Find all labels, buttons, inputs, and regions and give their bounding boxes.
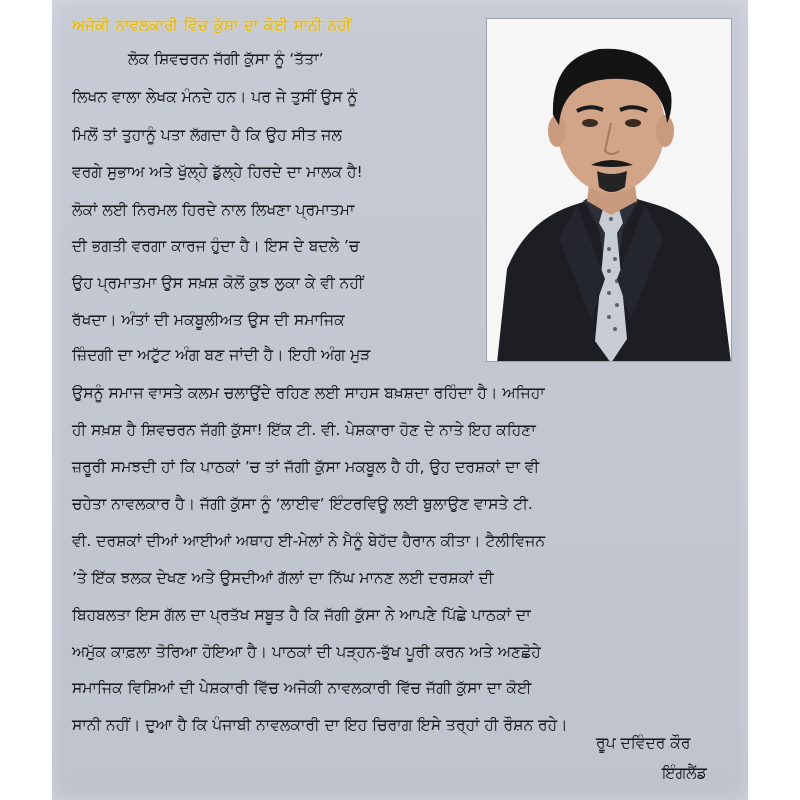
article-line: ’ਤੇ ਇੱਕ ਝਲਕ ਦੇਖਣ ਅਤੇ ਉਸਦੀਆਂ ਗੱਲਾਂ ਦਾ ਨਿੱਘ ਮਾਨਣ ਲਈ ਦਰਸ਼ਕਾਂ ਦੀ [72, 569, 494, 587]
article-line: ਮਿਲੋਂ ਤਾਂ ਤੁਹਾਨੂੰ ਪਤਾ ਲੱਗਦਾ ਹੈ ਕਿ ਉਹ ਸੀਤ ਜਲ [72, 126, 342, 144]
article-line: ਅਮੁੱਕ ਕਾਫ਼ਲਾ ਤੋਰਿਆ ਹੋਇਆ ਹੈ। ਪਾਠਕਾਂ ਦੀ ਪੜ੍ਹਨ-ਭੁੱਖ ਪੂਰੀ ਕਰਨ ਅਤੇ ਅਣਛੋਹੇ [72, 643, 541, 661]
author-portrait-image [487, 19, 732, 362]
signature-place: ਇੰਗਲੈਂਡ [662, 764, 707, 782]
author-photo [486, 18, 732, 362]
article-line: ਦੀ ਭਗਤੀ ਵਰਗਾ ਕਾਰਜ ਹੁੰਦਾ ਹੈ। ਇਸ ਦੇ ਬਦਲੇ ’ਚ [72, 237, 360, 255]
article-title: ਅਜੋਕੀ ਨਾਵਲਕਾਰੀ ਵਿੱਚ ਕੁੱਸਾ ਦਾ ਕੋਈ ਸਾਨੀ ਨਹੀਂ [72, 16, 352, 34]
article-line: ਵਰਗੇ ਸੁਭਾਅ ਅਤੇ ਖੁੱਲ੍ਹੇ ਡੁੱਲ੍ਹੇ ਹਿਰਦੇ ਦਾ ਮਾਲਕ ਹੈ! [72, 163, 363, 181]
article-line: ਸਾਨੀ ਨਹੀਂ। ਦੁਆ ਹੈ ਕਿ ਪੰਜਾਬੀ ਨਾਵਲਕਾਰੀ ਦਾ ਇਹ ਚਿਰਾਗ ਇਸੇ ਤਰ੍ਹਾਂ ਹੀ ਰੌਸ਼ਨ ਰਹੇ। [72, 716, 568, 734]
article-line: ਜ਼ਿੰਦਗੀ ਦਾ ਅਟੁੱਟ ਅੰਗ ਬਣ ਜਾਂਦੀ ਹੈ। ਇਹੀ ਅੰਗ ਮੁੜ [72, 346, 371, 364]
article-line: ਹੀ ਸਖ਼ਸ਼ ਹੈ ਸ਼ਿਵਚਰਨ ਜੱਗੀ ਕੁੱਸਾ! ਇੱਕ ਟੀ. ਵੀ. ਪੇਸ਼ਕਾਰਾ ਹੋਣ ਦੇ ਨਾਤੇ ਇਹ ਕਹਿਣਾ [72, 421, 536, 439]
article-line: ਉਹ ਪ੍ਰਮਾਤਮਾ ਉਸ ਸਖ਼ਸ਼ ਕੋਲੋਂ ਕੁਝ ਲੁਕਾ ਕੇ ਵੀ ਨਹੀਂ [72, 274, 364, 292]
article-line: ਲਿਖਨ ਵਾਲਾ ਲੇਖਕ ਮੰਨਦੇ ਹਨ। ਪਰ ਜੇ ਤੁਸੀਂ ਉਸ ਨੂੰ [72, 88, 358, 106]
article-line: ਵੀ. ਦਰਸ਼ਕਾਂ ਦੀਆਂ ਆਈਆਂ ਅਥਾਹ ਈ-ਮੇਲਾਂ ਨੇ ਮੈਨੂੰ ਬੇਹੱਦ ਹੈਰਾਨ ਕੀਤਾ। ਟੈਲੀਵਿਜਨ [72, 532, 546, 550]
article-line: ਲੋਕ ਸ਼ਿਵਚਰਨ ਜੱਗੀ ਕੁੱਸਾ ਨੂੰ ‘ਤੱਤਾ’ [128, 50, 324, 68]
signature-name: ਰੂਪ ਦਵਿੰਦਰ ਕੌਰ [596, 734, 691, 752]
article-line: ਲੋਕਾਂ ਲਈ ਨਿਰਮਲ ਹਿਰਦੇ ਨਾਲ ਲਿਖਣਾ ਪ੍ਰਮਾਤਮਾ [72, 201, 355, 219]
article-line: ਰੱਖਦਾ। ਅੰਤਾਂ ਦੀ ਮਕਬੂਲੀਅਤ ਉਸ ਦੀ ਸਮਾਜਿਕ [72, 311, 345, 329]
article-line: ਜ਼ਰੂਰੀ ਸਮਝਦੀ ਹਾਂ ਕਿ ਪਾਠਕਾਂ ’ਚ ਤਾਂ ਜੱਗੀ ਕੁੱਸਾ ਮਕਬੂਲ ਹੈ ਹੀ, ਉਹ ਦਰਸ਼ਕਾਂ ਦਾ ਵੀ [72, 458, 540, 476]
article-line: ਉਸਨੂੰ ਸਮਾਜ ਵਾਸਤੇ ਕਲਮ ਚਲਾਉਂਦੇ ਰਹਿਣ ਲਈ ਸਾਹਸ ਬਖ਼ਸ਼ਦਾ ਰਹਿੰਦਾ ਹੈ। ਅਜਿਹਾ [72, 384, 545, 402]
article-line: ਸਮਾਜਿਕ ਵਿਸ਼ਿਆਂ ਦੀ ਪੇਸ਼ਕਾਰੀ ਵਿੱਚ ਅਜੋਕੀ ਨਾਵਲਕਾਰੀ ਵਿੱਚ ਜੱਗੀ ਕੁੱਸਾ ਦਾ ਕੋਈ [72, 679, 532, 697]
article-line: ਚਹੇਤਾ ਨਾਵਲਕਾਰ ਹੈ। ਜੱਗੀ ਕੁੱਸਾ ਨੂੰ ‘ਲਾਈਵ’ ਇੰਟਰਵਿਊ ਲਈ ਬੁਲਾਉਣ ਵਾਸਤੇ ਟੀ. [72, 495, 533, 513]
article-line: ਬਿਹਬਲਤਾ ਇਸ ਗੱਲ ਦਾ ਪ੍ਰਤੱਖ ਸਬੂਤ ਹੈ ਕਿ ਜੱਗੀ ਕੁੱਸਾ ਨੇ ਆਪਣੇ ਪਿੱਛੇ ਪਾਠਕਾਂ ਦਾ [72, 606, 531, 624]
